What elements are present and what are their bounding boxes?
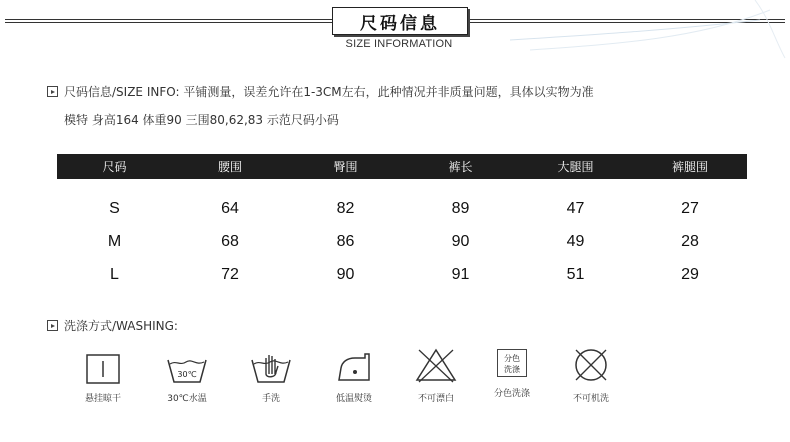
decorative-swirl — [470, 0, 790, 60]
washing-title: 洗涤方式/WASHING: — [64, 319, 178, 333]
table-row — [57, 262, 747, 288]
table-row — [57, 229, 747, 255]
washing-label: 30℃水温 — [167, 394, 207, 404]
washing-label: 不可机洗 — [572, 394, 609, 404]
page-subtitle: SIZE INFORMATION — [345, 38, 453, 50]
table-cell: 90 — [336, 266, 355, 283]
washing-label: 低温熨烫 — [335, 394, 372, 404]
header-cell-length: 裤长 — [448, 160, 473, 174]
no-bleach-icon — [415, 346, 457, 384]
table-cell: S — [109, 200, 120, 217]
header-cell-thigh: 大腿围 — [557, 160, 594, 174]
header-cell-hip: 臀围 — [333, 160, 358, 174]
table-cell: 51 — [566, 266, 585, 283]
table-cell: 86 — [336, 233, 355, 250]
hang-dry-icon — [85, 353, 121, 385]
washing-label: 分色洗涤 — [493, 389, 530, 399]
table-cell: 27 — [681, 200, 699, 217]
separate-wash-text-2: 洗涤 — [504, 365, 520, 374]
table-row — [57, 196, 747, 222]
table-cell: 28 — [681, 233, 699, 250]
header-cell-leg-opening: 裤腿围 — [671, 160, 708, 174]
header-cell-waist: 腰围 — [217, 160, 242, 174]
separate-wash-icon — [497, 349, 527, 377]
table-cell: 91 — [451, 266, 470, 283]
table-cell: 82 — [336, 200, 355, 217]
table-cell: 47 — [566, 200, 585, 217]
header-rule-left-bottom — [5, 22, 332, 23]
table-cell: 72 — [221, 266, 239, 283]
page-title: 尺码信息 — [332, 7, 468, 35]
wash-temperature-text: 30℃ — [177, 370, 197, 379]
washing-label: 不可漂白 — [417, 394, 454, 404]
washing-label: 手洗 — [261, 394, 280, 404]
wash-30c-icon — [166, 356, 208, 384]
table-cell: M — [107, 233, 122, 250]
header-rule-left-top — [5, 19, 332, 20]
table-cell: 90 — [451, 233, 470, 250]
separate-wash-text-1: 分色 — [504, 354, 520, 363]
hand-wash-icon — [250, 352, 292, 384]
table-cell: L — [110, 266, 119, 283]
table-cell: 64 — [221, 200, 239, 217]
table-cell: 49 — [566, 233, 585, 250]
table-cell: 68 — [221, 233, 239, 250]
iron-low-icon — [333, 350, 375, 384]
no-machine-wash-icon — [572, 346, 610, 384]
model-info-line: 模特 身高164 体重90 三围80,62,83 示范尺码小码 — [64, 113, 339, 127]
size-info-bullet-icon — [47, 86, 58, 97]
size-table-header — [57, 154, 747, 179]
header-cell-size: 尺码 — [102, 160, 127, 174]
table-cell: 29 — [681, 266, 699, 283]
washing-label: 悬挂晾干 — [84, 394, 121, 404]
table-cell: 89 — [451, 200, 470, 217]
washing-bullet-icon — [47, 320, 58, 331]
size-info-line: 尺码信息/SIZE INFO: 平铺测量，误差允许在1-3CM左右，此种情况并非质量问题，具体以实物为准 — [64, 85, 594, 99]
